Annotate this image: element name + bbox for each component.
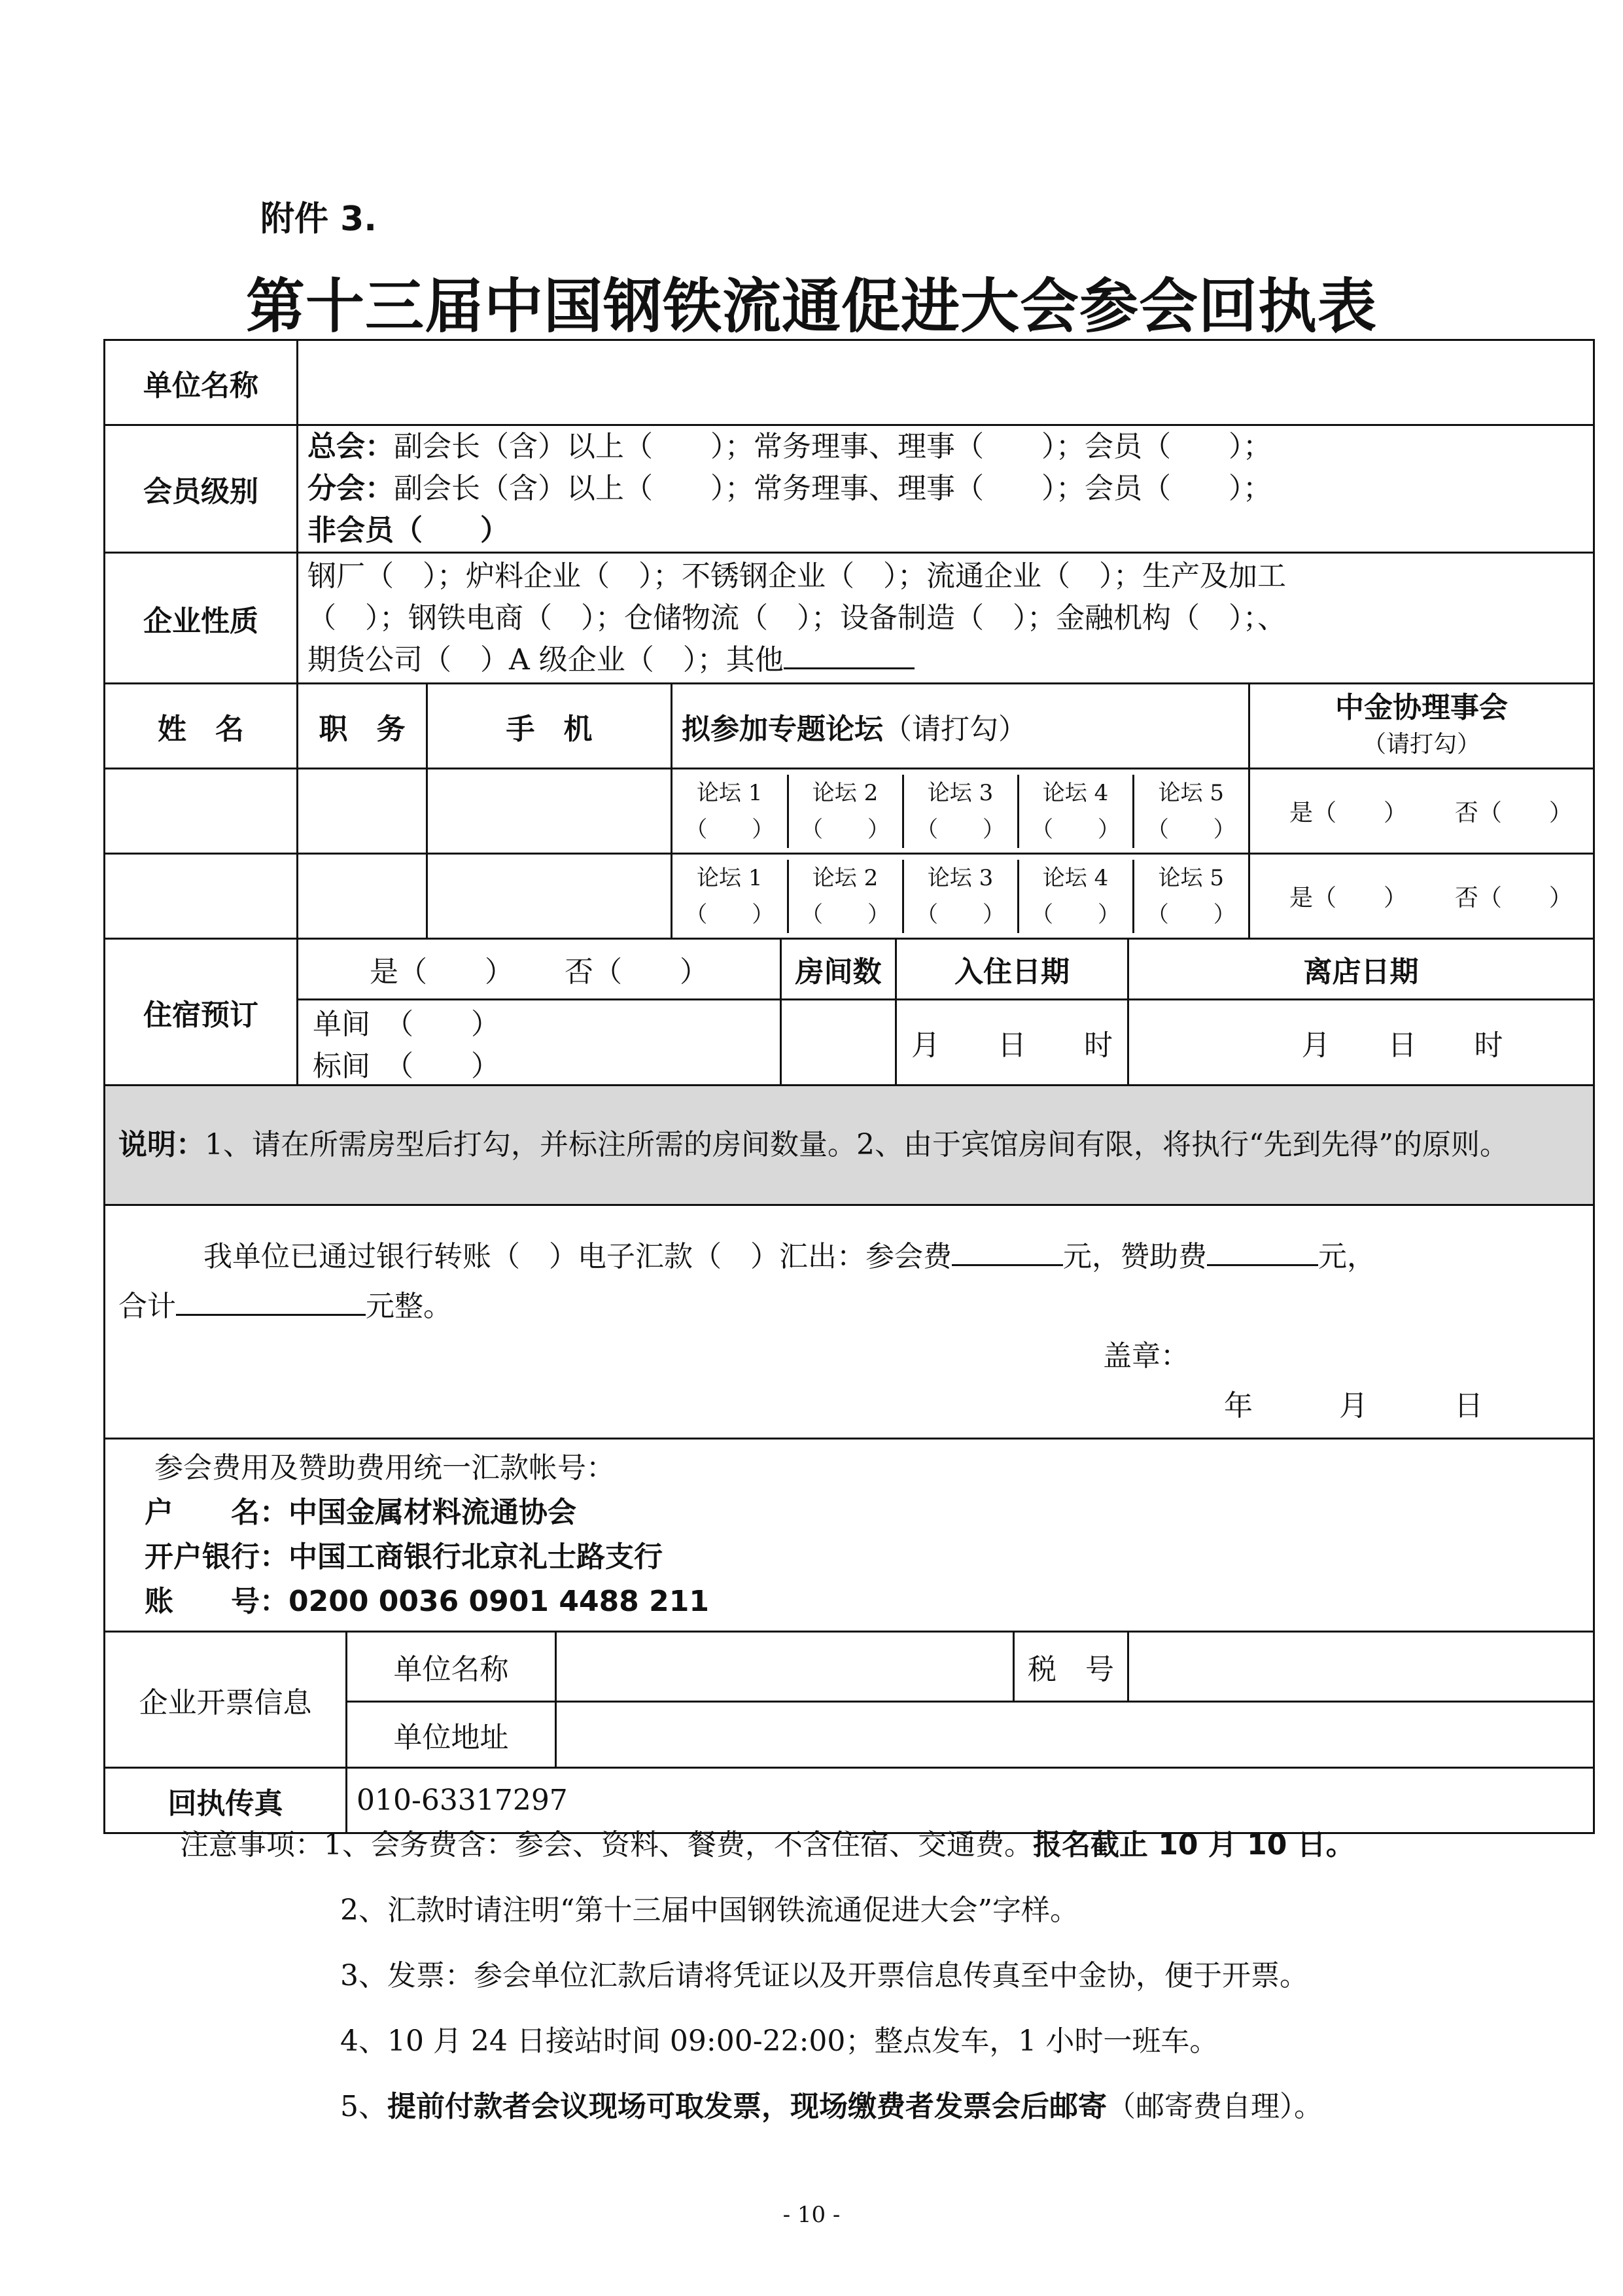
attendee-name-cell[interactable] — [105, 854, 298, 939]
lodging-no[interactable]: 否（ ） — [565, 955, 708, 989]
note-5-bold: 提前付款者会议现场可取发票，现场缴费者发票会后邮寄 — [387, 2090, 1107, 2123]
attendee-phone-cell[interactable] — [427, 854, 672, 939]
enterprise-line-3: 期货公司（ ）A 级企业（ ）；其他 — [307, 643, 784, 677]
remittance-text-3: 元， — [1318, 1240, 1376, 1273]
council-choice[interactable] — [1249, 854, 1594, 939]
fax-number: 010-63317297 — [347, 1768, 1594, 1833]
attachment-label: 附件 3. — [260, 200, 377, 239]
forum-header — [672, 684, 1249, 769]
other-blank[interactable] — [784, 667, 915, 669]
membership-options[interactable] — [298, 425, 1594, 553]
remittance-text-5: 元整。 — [366, 1290, 452, 1323]
fax-label: 回执传真 — [105, 1768, 347, 1833]
forum-options — [672, 854, 1249, 939]
fee-blank[interactable] — [952, 1264, 1063, 1266]
single-room[interactable]: 单间 （ ） — [313, 1008, 500, 1041]
account-number: 账 号：0200 0036 0901 4488 211 — [145, 1585, 709, 1618]
attendee-position-cell[interactable] — [298, 854, 427, 939]
general-prefix: 总会： — [307, 430, 394, 463]
registration-form — [103, 339, 1595, 1834]
invoice-unit-address-field[interactable] — [556, 1702, 1594, 1768]
phone-header: 手 机 — [427, 684, 672, 769]
forum-option-1[interactable]: 论坛 1 （ ） — [672, 860, 788, 933]
note-4: 4、10 月 24 日接站时间 09:00-22:00；整点发车，1 小时一班车。 — [340, 2024, 1219, 2058]
lodging-choice[interactable] — [298, 939, 781, 1000]
council-header-hint: （请打勾） — [1363, 730, 1481, 758]
council-yes[interactable]: 是（ ） — [1289, 885, 1408, 911]
council-choice[interactable] — [1249, 769, 1594, 854]
date-line: 年 月 日 — [1224, 1389, 1483, 1422]
general-options: 副会长（含）以上（ ）；常务理事、理事（ ）；会员（ ）； — [394, 430, 1272, 463]
name-header: 姓 名 — [105, 684, 298, 769]
council-yes[interactable]: 是（ ） — [1289, 800, 1408, 826]
account-section — [105, 1439, 1594, 1632]
position-header: 职 务 — [298, 684, 427, 769]
enterprise-type-label: 企业性质 — [105, 553, 298, 684]
invoice-unit-address-label: 单位地址 — [347, 1702, 556, 1768]
explanation-note — [105, 1086, 1594, 1205]
rooms-count-field[interactable] — [781, 1000, 896, 1086]
forum-option-3[interactable]: 论坛 3 （ ） — [903, 860, 1018, 933]
enterprise-line-1: 钢厂（ ）；炉料企业（ ）；不锈钢企业（ ）；流通企业（ ）；生产及加工 — [307, 559, 1286, 593]
forum-option-5[interactable]: 论坛 5 （ ） — [1133, 860, 1248, 933]
remittance-text-4: 合计 — [118, 1290, 176, 1323]
unit-name-field[interactable] — [298, 340, 1594, 425]
enterprise-type-options[interactable] — [298, 553, 1594, 684]
forum-header-label: 拟参加专题论坛 — [682, 712, 883, 746]
sponsor-blank[interactable] — [1207, 1264, 1318, 1266]
attendee-row — [105, 769, 1594, 854]
checkout-date-field[interactable]: 月 日 时 — [1128, 1000, 1594, 1086]
forum-option-4[interactable]: 论坛 4 （ ） — [1018, 775, 1133, 848]
invoice-unit-name-field[interactable] — [556, 1632, 1014, 1702]
forum-options — [672, 769, 1249, 854]
attendee-name-cell[interactable] — [105, 769, 298, 854]
rooms-label: 房间数 — [781, 939, 896, 1000]
explanation-text: 1、请在所需房型后打勾，并标注所需的房间数量。2、由于宾馆房间有限，将执行“先到先得”的原则。 — [205, 1128, 1509, 1161]
invoice-label: 企业开票信息 — [105, 1632, 347, 1768]
invoice-unit-name-label: 单位名称 — [347, 1632, 556, 1702]
account-bank: 开户银行：中国工商银行北京礼士路支行 — [145, 1540, 663, 1574]
attendee-phone-cell[interactable] — [427, 769, 672, 854]
checkin-label: 入住日期 — [896, 939, 1128, 1000]
explanation-label: 说明： — [118, 1128, 205, 1161]
remittance-text-1: 我单位已通过银行转账（ ）电子汇款（ ）汇出：参会费 — [203, 1240, 952, 1273]
forum-option-1[interactable]: 论坛 1 （ ） — [672, 775, 788, 848]
council-header — [1249, 684, 1594, 769]
lodging-label: 住宿预订 — [105, 939, 298, 1086]
branch-prefix: 分会： — [307, 472, 394, 505]
room-type-choice[interactable] — [298, 1000, 781, 1086]
forum-header-hint: （请打勾） — [883, 712, 1027, 746]
notes-section — [180, 1812, 1355, 2140]
forum-option-5[interactable]: 论坛 5 （ ） — [1133, 775, 1248, 848]
remittance-section — [105, 1205, 1594, 1439]
branch-options: 副会长（含）以上（ ）；常务理事、理事（ ）；会员（ ）； — [394, 472, 1272, 505]
note-3: 3、发票：参会单位汇款后请将凭证以及开票信息传真至中金协，便于开票。 — [340, 1959, 1308, 1992]
note-1: 注意事项：1、会务费含：参会、资料、餐费，不含住宿、交通费。报名截止 10 月 10 日。 — [180, 1828, 1355, 1862]
page-number: - 10 - — [782, 2202, 841, 2228]
council-no[interactable]: 否（ ） — [1454, 800, 1573, 826]
tax-no-field[interactable] — [1128, 1632, 1594, 1702]
seal-label: 盖章： — [1103, 1339, 1189, 1373]
account-holder: 户 名：中国金属材料流通协会 — [145, 1496, 576, 1529]
note-2: 2、汇款时请注明“第十三届中国钢铁流通促进大会”字样。 — [340, 1894, 1079, 1927]
total-blank[interactable] — [176, 1314, 366, 1316]
checkin-date-field[interactable]: 月 日 时 — [896, 1000, 1128, 1086]
council-header-label: 中金协理事会 — [1335, 690, 1509, 724]
lodging-yes[interactable]: 是（ ） — [370, 955, 514, 989]
attendee-row — [105, 854, 1594, 939]
council-no[interactable]: 否（ ） — [1454, 885, 1573, 911]
membership-label: 会员级别 — [105, 425, 298, 553]
page-title: 第十三届中国钢铁流通促进大会参会回执表 — [246, 272, 1377, 341]
tax-no-label: 税 号 — [1014, 1632, 1128, 1702]
standard-room[interactable]: 标间 （ ） — [313, 1050, 500, 1083]
account-intro: 参会费用及赞助费用统一汇款帐号： — [154, 1451, 615, 1485]
remittance-text-2: 元，赞助费 — [1063, 1240, 1207, 1273]
attendee-position-cell[interactable] — [298, 769, 427, 854]
forum-option-4[interactable]: 论坛 4 （ ） — [1018, 860, 1133, 933]
forum-option-2[interactable]: 论坛 2 （ ） — [788, 775, 903, 848]
note-5: 5、提前付款者会议现场可取发票，现场缴费者发票会后邮寄（邮寄费自理）。 — [340, 2090, 1323, 2123]
forum-option-2[interactable]: 论坛 2 （ ） — [788, 860, 903, 933]
deadline: 报名截止 10 月 10 日。 — [1033, 1828, 1355, 1862]
checkout-label: 离店日期 — [1128, 939, 1594, 1000]
non-member-option: 非会员（ ） — [307, 514, 509, 547]
unit-name-label: 单位名称 — [105, 340, 298, 425]
enterprise-line-2: （ ）；钢铁电商（ ）；仓储物流（ ）；设备制造（ ）；金融机构（ ）；、 — [307, 601, 1286, 635]
forum-option-3[interactable]: 论坛 3 （ ） — [903, 775, 1018, 848]
